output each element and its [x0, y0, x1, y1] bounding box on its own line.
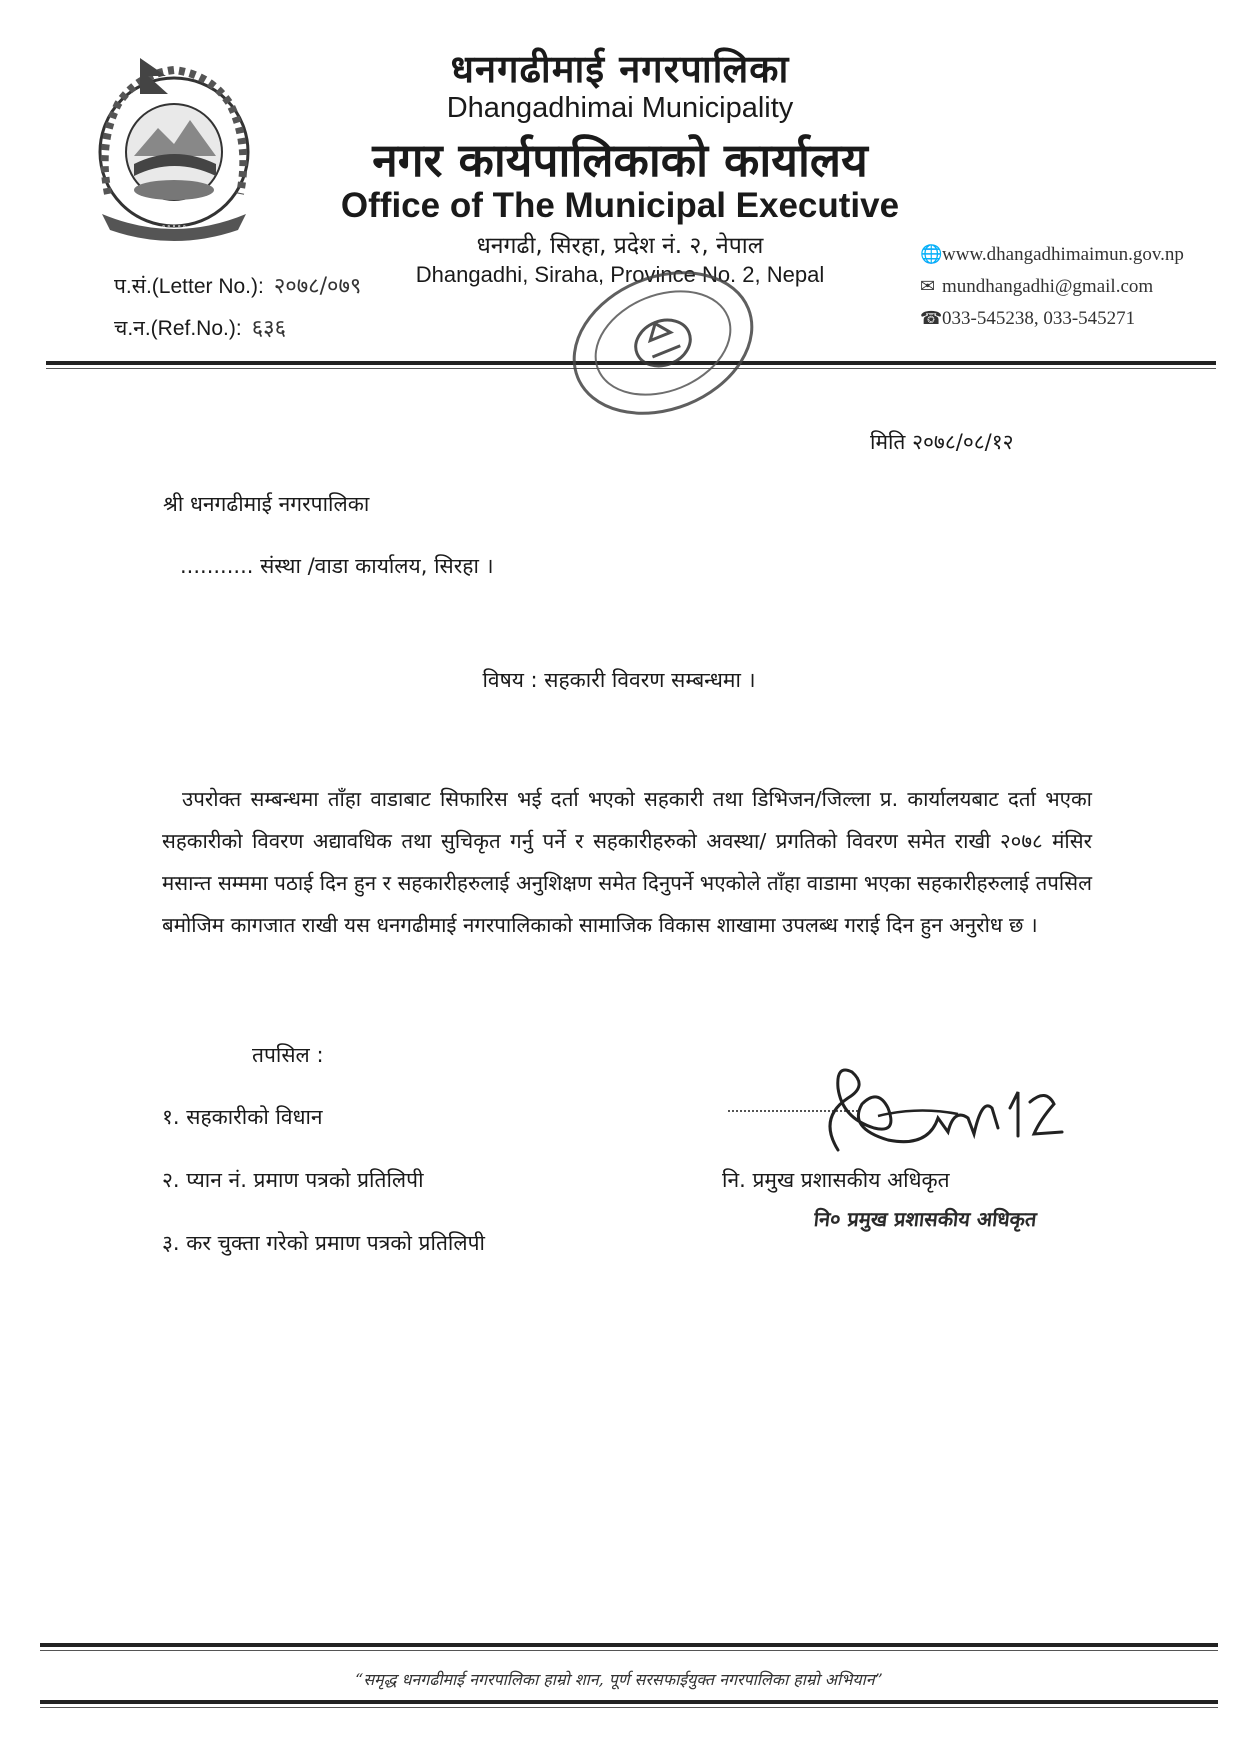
- footer-divider-top-thin: [40, 1650, 1218, 1651]
- footer-divider-bottom: [40, 1700, 1218, 1704]
- designation-stamp: नि० प्रमुख प्रशासकीय अधिकृत: [812, 1207, 1038, 1231]
- signatory-designation: नि. प्रमुख प्रशासकीय अधिकृत: [722, 1168, 950, 1192]
- email-text: mundhangadhi@gmail.com: [942, 276, 1154, 297]
- website-text: www.dhangadhimaimun.gov.np: [942, 244, 1184, 265]
- letter-body-paragraph: उपरोक्त सम्बन्धमा ताँहा वाडाबाट सिफारिस भई दर्ता भएको सहकारी तथा डिभिजन/जिल्ला प्र. कार्यालयबाट दर्ता भएका सहकारीको विवरण अद्यावधिक तथा सुचिकृत गर्नु पर्ने र सहकारीहरुको अवस्था/ प्रगतिको विवरण समेत राखी २०७८ मंसिर मसान्त सम्ममा पठाई दिन हुन र सहकारीहरुलाई अनुशिक्षण समेत दिनुपर्ने भएकोले ताँहा वाडामा भएका सहकारीहरुलाई तपसिल बमोजिम कागजात राखी यस धनगढीमाई नगरपालिकाको सामाजिक विकास शाखामा उपलब्ध गराई दिन हुन अनुरोध छ ।: [162, 787, 1092, 937]
- footer-slogan: “समृद्ध धनगढीमाई नगरपालिका हाम्रो शान, पूर्ण सरसफाईयुक्त नगरपालिका हाम्रो अभियान”: [355, 1670, 883, 1689]
- municipality-name-np: धनगढीमाई नगरपालिका: [450, 47, 790, 91]
- svg-text:॰ ॰ ॰ ॰ ॰: ॰ ॰ ॰ ॰ ॰: [162, 223, 186, 231]
- list-item: ३. कर चुक्ता गरेको प्रमाण पत्रको प्रतिलिपी: [162, 1231, 485, 1255]
- contact-website: [920, 244, 1184, 266]
- reference-number: [114, 312, 286, 342]
- footer-divider-top: [40, 1643, 1218, 1647]
- contact-phone: [920, 308, 1135, 330]
- office-name-np: नगर कार्यपालिकाको कार्यालय: [372, 133, 868, 187]
- recipient-line-1: श्री धनगढीमाई नगरपालिका: [163, 492, 370, 516]
- contact-email: [920, 276, 1153, 298]
- letter-number-value: २०७८/०७९: [273, 274, 362, 299]
- nepal-emblem-logo: [78, 44, 260, 244]
- recipient-line-2: ........... संस्था /वाडा कार्यालय, सिरहा ।: [180, 554, 494, 578]
- reference-number-value: ६३६: [251, 316, 287, 341]
- letter-number-label: प.सं.(Letter No.):: [114, 275, 264, 298]
- handwritten-signature: [778, 1058, 1108, 1170]
- municipality-name-en: Dhangadhimai Municipality: [446, 92, 794, 124]
- address-en: Dhangadhi, Siraha, Province No. 2, Nepal: [415, 262, 825, 287]
- letter-subject: विषय : सहकारी विवरण सम्बन्धमा ।: [482, 668, 756, 692]
- globe-icon: 🌐: [920, 244, 943, 265]
- office-name-en: Office of The Municipal Executive: [340, 186, 900, 225]
- phone-text: 033-545238, 033-545271: [942, 308, 1136, 329]
- footer-divider-bottom-thin: [40, 1707, 1218, 1708]
- reference-number-label: च.न.(Ref.No.):: [114, 317, 242, 340]
- letter-date: मिति २०७८/०८/१२: [870, 430, 1014, 454]
- phone-icon: ☎: [920, 308, 943, 329]
- list-item: १. सहकारीको विधान: [162, 1105, 323, 1129]
- mail-icon: ✉: [920, 276, 936, 297]
- details-heading: तपसिल :: [252, 1043, 324, 1067]
- list-item: २. प्यान नं. प्रमाण पत्रको प्रतिलिपी: [162, 1168, 424, 1192]
- address-np: धनगढी, सिरहा, प्रदेश नं. २, नेपाल: [476, 233, 764, 259]
- letter-number: [114, 270, 361, 300]
- office-stamp: [548, 258, 778, 428]
